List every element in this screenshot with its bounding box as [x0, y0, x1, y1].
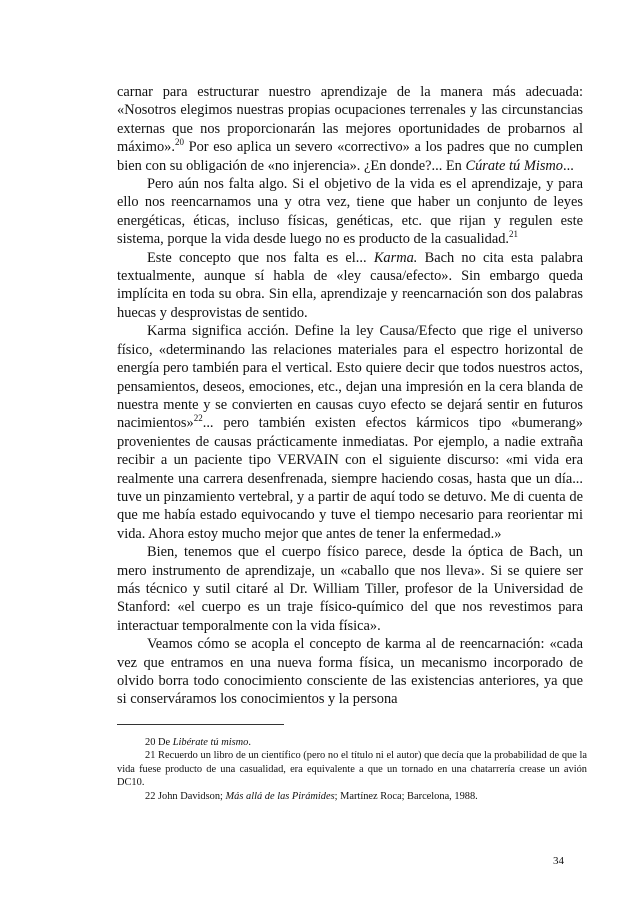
body-text — [117, 83, 583, 709]
paragraph — [117, 83, 583, 175]
text-run: 20 De — [145, 737, 173, 748]
page-number: 34 — [553, 855, 564, 867]
text-run: ... — [563, 157, 574, 174]
paragraph — [117, 249, 583, 323]
paragraph — [117, 322, 583, 543]
text-run: 22 John Davidson; — [145, 790, 226, 802]
paragraph — [117, 543, 583, 635]
footnote-separator — [117, 724, 284, 725]
text-run: ... pero también existen efectos kármicos tipo «bumerang» provenientes de causas prácticamente inmediatas. Por ejemplo, a nadie extraña recibir a un paciente tipo VERVAIN con el siguiente discurso: «mi vida era realmente una carrera desenfrenada, siempre haciendo cosas, hasta que un día... tuve un pinzamiento vertebral, y a partir de aquí todo se detuvo. Me di cuenta de que me había estado equivocando y tuve el tiempo necesario para reorientar mi vida. Ahora estoy mucho mejor que antes de tener la enfermedad.» — [117, 415, 583, 542]
footnote-indent — [117, 791, 145, 802]
footnote — [117, 736, 587, 749]
footnote — [117, 749, 587, 789]
text-run: Bach no cita esta palabra textualmente, aunque sí habla de «ley causa/efecto». Sin embargo queda implícita en toda su obra. Sin ella, aprendizaje y reencarnación son dos palabras huecas y desprovistas de sentido. — [117, 249, 583, 321]
footnote-indent — [117, 737, 145, 748]
text-run: . — [248, 737, 251, 748]
footnote-indent — [117, 750, 145, 761]
paragraph — [117, 175, 583, 249]
footnote — [117, 790, 587, 803]
text-run: Karma significa acción. Define la ley Causa/Efecto que rige el universo físico, «determinando las relaciones materiales para el espectro horizontal de energía pero también para el vertical. Esto quiere decir que todos nuestros actos, pensamientos, deseos, emociones, etc., dejan una impresión en la cera blanda de nuestra mente y se convierten en causas cuyo efecto se dejará sentir en futuros nacimientos» — [117, 323, 583, 432]
text-run: ; Martínez Roca; Barcelona, 1988. — [334, 790, 478, 802]
italic-text: Libérate tú mismo — [172, 737, 249, 748]
text-run: carnar para estructurar nuestro aprendizaje de la manera más adecuada: «Nosotros elegimos nuestras propias ocupaciones terrenales y las circunstancias externas que nos proporcionarán las mejores oportunidades de probarnos al máximo». — [117, 84, 583, 156]
footnote-ref: 21 — [509, 229, 519, 240]
italic-text: Más allá de las Pirámides — [225, 790, 335, 802]
italic-text: Cúrate tú Mismo — [465, 157, 564, 174]
footnotes — [117, 736, 587, 803]
footnote-ref: 20 — [174, 137, 184, 148]
text-run: Veamos cómo se acopla el concepto de karma al de reencarnación: «cada vez que entramos en una nueva forma física, un mecanismo incorporado de olvido borra todo conocimiento consciente de las existencias anteriores, ya que si conserváramos los conocimientos y la persona — [117, 636, 583, 708]
text-run: Bien, tenemos que el cuerpo físico parece, desde la óptica de Bach, un mero instrumento de aprendizaje, un «caballo que nos lleva». Si se quiere ser más técnico y sutil citaré al Dr. William Tiller, profesor de la Universidad de Stanford: «el cuerpo es un traje físico-químico del que nos revestimos para interactuar temporalmente con la vida física». — [117, 544, 583, 634]
paragraph — [117, 635, 583, 709]
text-run: Por eso aplica un severo «correctivo» a los padres que no cumplen bien con su obligación de «no injerencia». ¿En donde?... En — [117, 139, 583, 174]
text-run: Pero aún nos falta algo. Si el objetivo de la vida es el aprendizaje, y para ello nos reencarnamos una y otra vez, tiene que haber un conjunto de leyes energéticas, éticas, incluso físicas, genéticas, etc. que rijan y regulen este sistema, porque la vida desde luego no es producto de la casualidad. — [117, 176, 583, 248]
footnote-ref: 22 — [193, 413, 203, 424]
text-run: Este concepto que nos falta es el... — [147, 249, 374, 266]
italic-text: Karma. — [373, 249, 418, 266]
text-run: 21 Recuerdo un libro de un científico (pero no el título ni el autor) que decía que la probabilidad de que la vida fuese producto de una casualidad, era equivalente a que un tornado en una chatarrería crease un avión DC10. — [117, 750, 587, 789]
